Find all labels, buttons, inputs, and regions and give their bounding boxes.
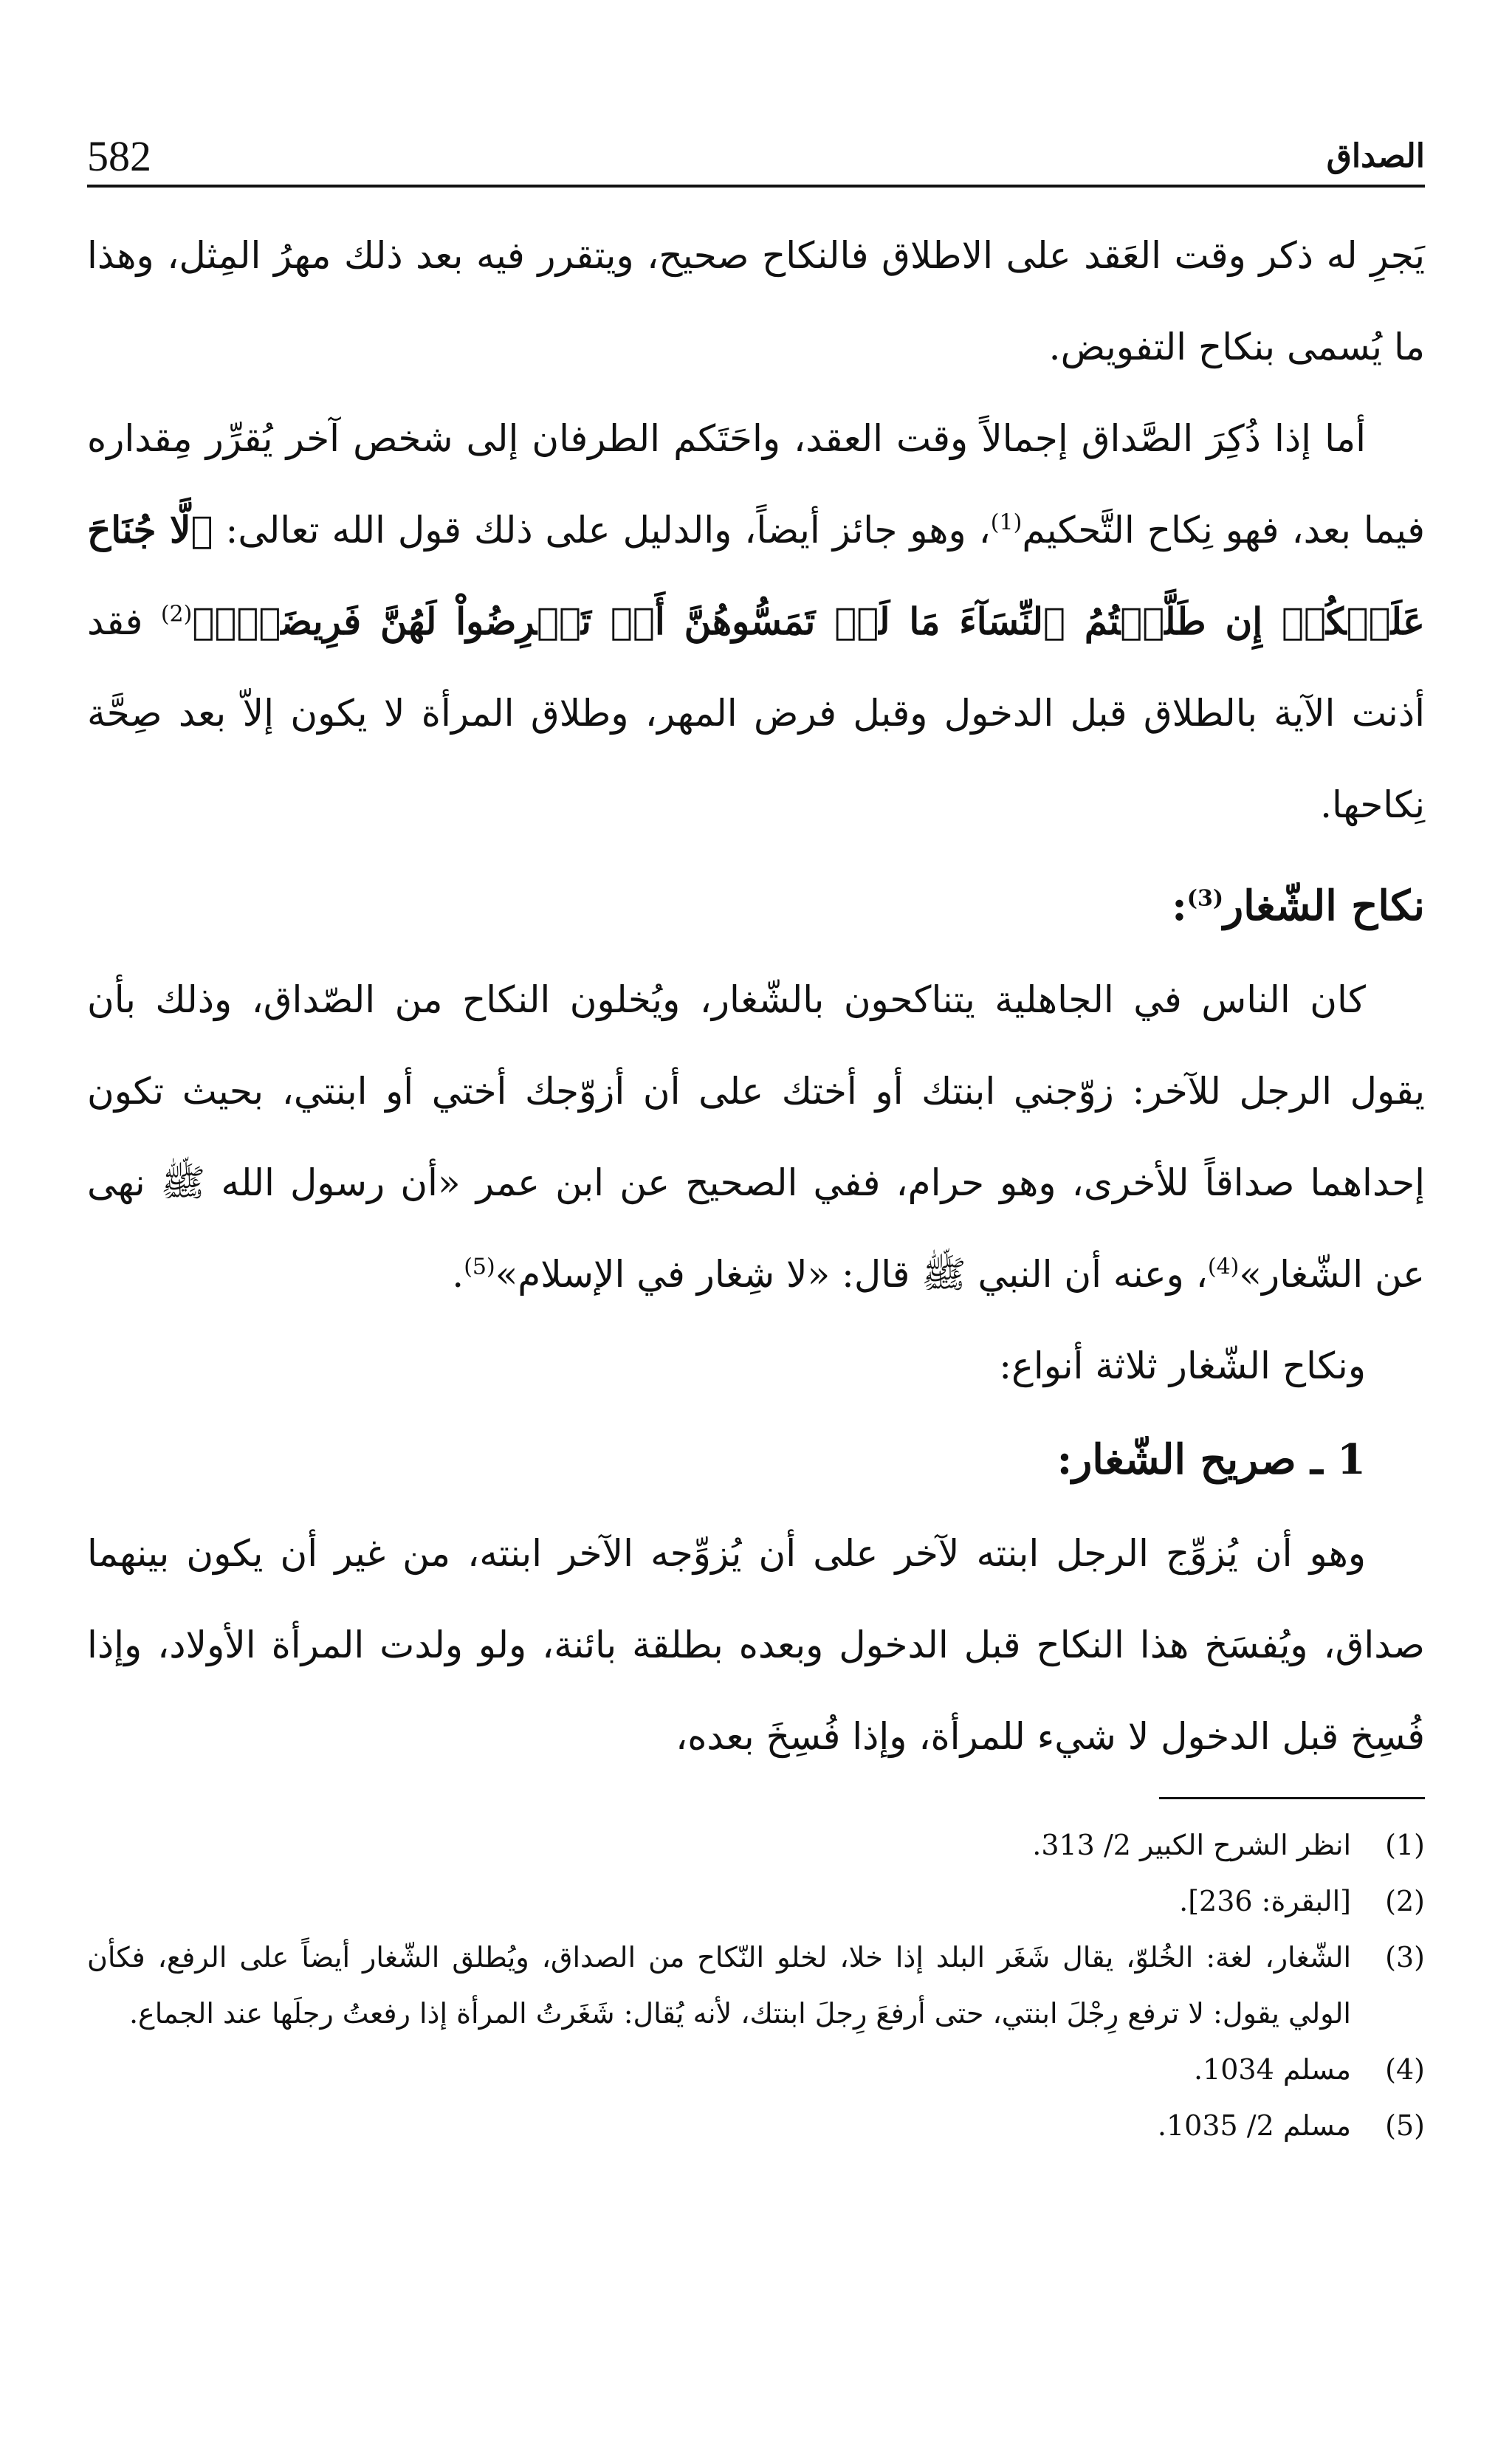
book-page <box>87 111 1425 2154</box>
paragraph-3-text-b: ، وعنه أن النبي ﷺ قال: «لا شِغار في الإسلام» <box>495 1253 1208 1296</box>
footnote-4 <box>87 2041 1425 2098</box>
paragraph-3-text-c: . <box>452 1253 464 1296</box>
paragraph-2-text-b: ، وهو جائز أيضاً، والدليل على ذلك قول الله تعالى: <box>213 509 991 552</box>
page-body <box>87 210 1425 1782</box>
footnote-3 <box>87 1929 1425 2041</box>
footnote-divider <box>1159 1797 1425 1799</box>
footnote-text: انظر الشرح الكبير 2/ 313. <box>1032 1829 1351 1861</box>
section-heading-shighar <box>87 858 1425 954</box>
footnote-text: مسلم 2/ 1035. <box>1157 2109 1351 2142</box>
page-number: 582 <box>87 132 151 180</box>
footnote-ref-4[interactable]: (4) <box>1207 1254 1240 1280</box>
footnote-number: (3) <box>1385 1941 1425 1974</box>
footnote-ref-3[interactable]: (3) <box>1186 885 1224 912</box>
paragraph-4: ونكاح الشّغار ثلاثة أنواع: <box>999 1344 1366 1387</box>
footnote-ref-1[interactable]: (1) <box>990 509 1023 536</box>
footnote-ref-2[interactable]: (2) <box>160 601 193 628</box>
footnotes <box>87 1817 1425 2154</box>
footnote-text: [البقرة: 236]. <box>1179 1885 1351 1917</box>
footnote-text: الشّغار، لغة: الخُلوّ، يقال شَغَر البلد إذا خلا، لخلو النّكاح من الصداق، ويُطلق الشّغار أيضاً على الرفع، فكأن الولي يقول: لا ترفع رِجْلَ ابنتي، حتى أرفعَ رِجلَ ابنتك، لأنه يُقال: شَغَرتُ المرأة إذا رفعتُ رجلَها عند الجماع. <box>87 1941 1351 2030</box>
subheading-explicit-shighar: 1 ـ صريح الشّغار: <box>1056 1435 1366 1484</box>
paragraph-3 <box>87 954 1425 1320</box>
page-header <box>87 111 1425 188</box>
paragraph-2 <box>87 393 1425 851</box>
footnote-1 <box>87 1817 1425 1873</box>
footnote-5 <box>87 2098 1425 2154</box>
section-heading-text: نكاح الشّغار <box>1223 882 1425 930</box>
footnote-text: مسلم 1034. <box>1193 2053 1351 2086</box>
paragraph-5: وهو أن يُزوِّج الرجل ابنته لآخر على أن يُزوِّجه الآخر ابنته، من غير أن يكون بينهما صداق، ويُفسَخ هذا النكاح قبل الدخول وبعده بطلقة بائنة، ولو ولدت المرأة الأولاد، وإذا فُسِخ قبل الدخول لا شيء للمرأة، وإذا فُسِخَ بعده، <box>87 1532 1425 1758</box>
footnote-number: (1) <box>1385 1829 1425 1861</box>
footnote-2 <box>87 1873 1425 1929</box>
paragraph-3-text-a: كان الناس في الجاهلية يتناكحون بالشّغار، ويُخلون النكاح من الصّداق، وذلك بأن يقول الرجل للآخر: زوّجني ابنتك أو أختك على أن أزوّجك أختي أو ابنتي، بحيث تكون إحداهما صداقاً للأخرى، وهو حرام، ففي الصحيح عن ابن عمر «أن رسول الله ﷺ نهى عن الشّغار» <box>87 978 1425 1296</box>
paragraph-2-text-c: فقد أذنت الآية بالطلاق قبل الدخول وقبل فرض المهر، وطلاق المرأة لا يكون إلاّ بعد صِحَّة نِكاحها. <box>87 600 1425 826</box>
paragraph-2-text-a: أما إذا ذُكِرَ الصَّداق إجمالاً وقت العقد، واحَتَكم الطرفان إلى شخص آخر يُقرِّر مِقداره فيما بعد، فهو نِكاح التَّحكيم <box>87 417 1426 552</box>
footnote-number: (5) <box>1385 2109 1425 2142</box>
footnote-ref-5[interactable]: (5) <box>464 1254 495 1280</box>
running-title: الصداق <box>1326 137 1425 175</box>
quran-verse: ﴿لَّا جُنَاحَ عَلَيۡكُمۡ إِن طَلَّقۡتُمُ ٱلنِّسَآءَ مَا لَمۡ تَمَسُّوهُنَّ أَوۡ تَفۡرِضُواْ لَهُنَّ فَرِيضَةٗۚ﴾ <box>87 508 1425 643</box>
footnote-number: (2) <box>1385 1885 1425 1917</box>
footnote-number: (4) <box>1385 2053 1425 2086</box>
section-heading-colon: : <box>1172 882 1187 930</box>
paragraph-1: يَجرِ له ذكر وقت العَقد على الاطلاق فالنكاح صحيح، ويتقرر فيه بعد ذلك مهرُ المِثل، وهذا ما يُسمى بنكاح التفويض. <box>87 234 1425 368</box>
